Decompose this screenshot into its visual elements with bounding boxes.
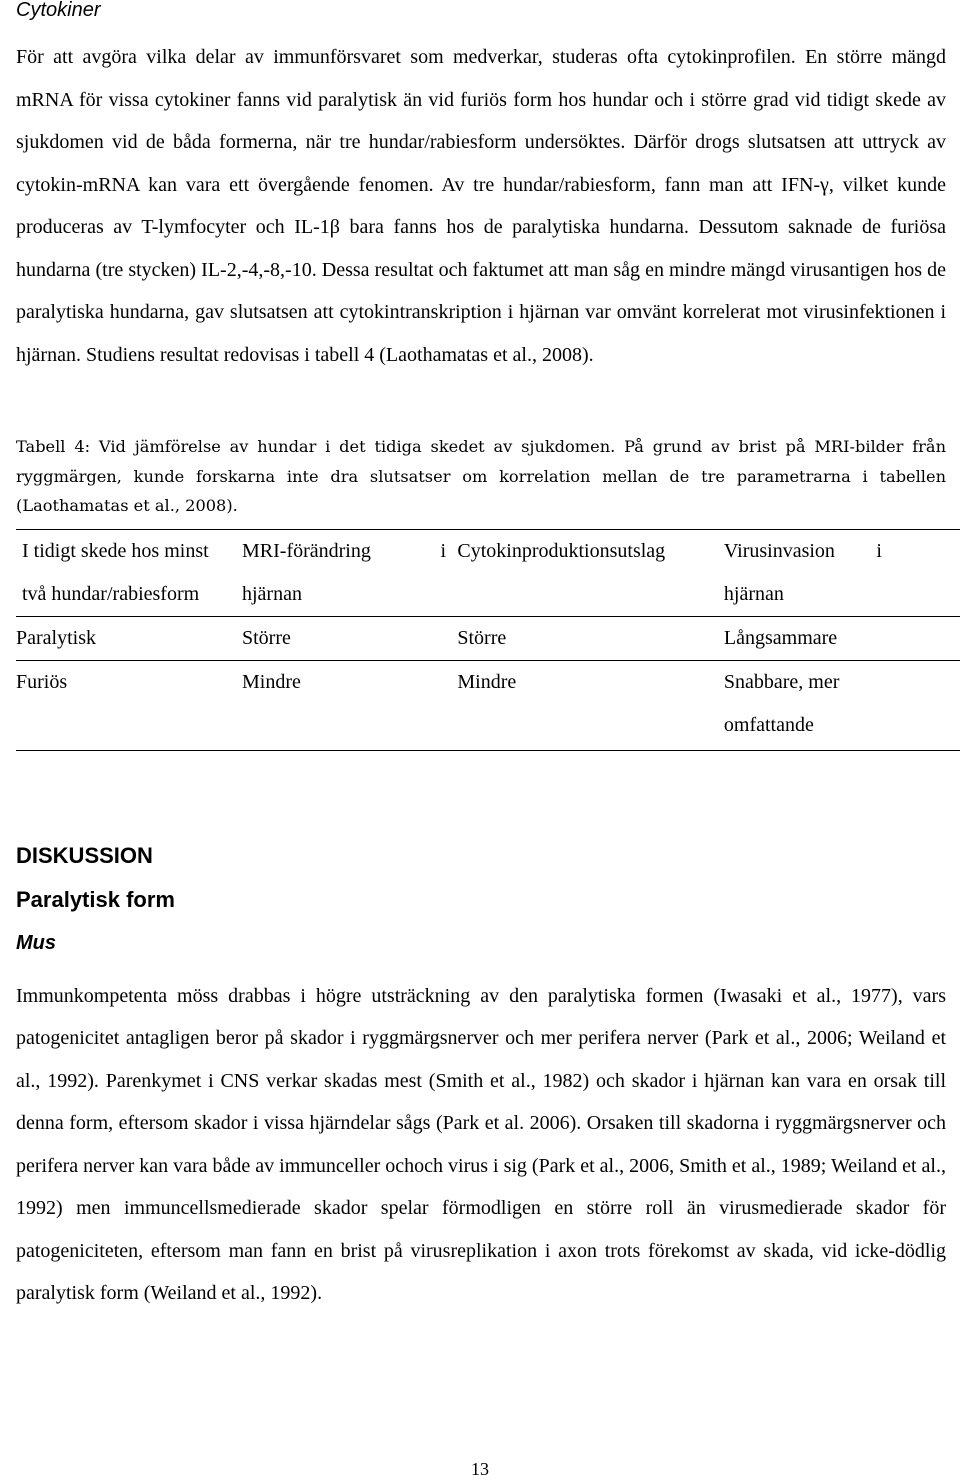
cell-form: Paralytisk [16,616,242,660]
document-page [16,0,946,1315]
header-cell-mri [242,529,457,616]
page-number: 13 [471,1459,489,1479]
discussion-heading: DISKUSSION [16,842,153,868]
discussion-paragraph: Immunkompetenta möss drabbas i högre utsträckning av den paralytiska formen (Iwasaki et al., 1977), vars patogenicitet antagligen beror på skador i ryggmärgsnerver och mer perifera nerver (Park et al., 2006; Weiland et al., 1992). Parenkymet i CNS verkar skadas mest (Smith et al., 1982) och skador i hjärnan kan vara en orsak till denna form, eftersom skador i vissa hjärndelar sågs (Park et al. 2006). Orsaken till skadorna i ryggmärgsnerver och perifera nerver kan vara både av immunceller ochoch virus i sig (Park et al., 2006, Smith et al., 1989; Weiland et al., 1992) men immuncellsmedierade skador spelar förmodligen en större roll än virusmedierade skador för patogeniciteten, eftersom man fann en brist på virusreplikation i axon trots förekomst av skada, vid icke-dödlig paralytisk form (Weiland et al., 1992). [16,984,946,1304]
header-mri-text-cont: hjärnan [242,582,302,605]
header-cell-cytokine [457,529,724,616]
header-stage-text: I tidigt skede hos minst två hundar/rabiesform [22,539,209,605]
header-virus-text: Virusinvasion [723,539,835,562]
cell-virus: Långsammare [724,616,960,660]
table-row [16,616,960,660]
cytokine-paragraph: För att avgöra vilka delar av immunförsvaret som medverkar, studeras ofta cytokinprofilen. En större mängd mRNA för vissa cytokiner fanns vid paralytisk än vid furiös form hos hundar och i större grad vid tidigt skede av sjukdomen vid de båda formerna, när tre hundar/rabiesform undersöktes. Därför drogs slutsatsen att uttryck av cytokin-mRNA kan vara ett övergående fenomen. Av tre hundar/rabiesform, fann man att IFN-γ, vilket kunde produceras av T-lymfocyter och IL-1β bara fanns hos de paralytiska hundarna. Dessutom saknade de furiösa hundarna (tre stycken) IL-2,-4,-8,-10. Dessa resultat och faktumet att man såg en mindre mängd virusantigen hos de paralytiska hundarna, gav slutsatsen att cytokintranskription i hjärnan var omvänt korrelerat mot virusinfektionen i hjärnan. Studiens resultat redovisas i tabell 4 (Laothamatas et al., 2008). [16,46,946,366]
header-cell-virus [724,529,960,616]
cell-mri: Mindre [242,660,457,750]
cell-cytokine: Större [457,616,724,660]
cell-form: Furiös [16,660,242,750]
header-mri-preposition: i [440,539,446,562]
header-cell-stage [16,529,242,616]
header-virus-text-cont: hjärnan [723,582,784,605]
header-cytokine-text: Cytokinproduktionsutslag [457,539,666,562]
subheading-paralytisk-form: Paralytisk form [16,886,175,912]
subsubheading-mus: Mus [16,931,56,954]
section-heading-cytokiner: Cytokiner [16,0,101,21]
table-row [16,660,960,750]
cell-virus: Snabbare, mer omfattande [724,660,960,750]
table-header-row [16,529,960,616]
header-virus-preposition: i [876,539,882,562]
table-caption: Tabell 4: Vid jämförelse av hundar i det tidiga skedet av sjukdomen. På grund av brist på MRI-bilder från ryggmärgen, kunde forskarna inte dra slutsatser om korrelation mellan de tre parametrarna i tabellen (Laothamatas et al., 2008). [16,437,946,515]
cell-mri: Större [242,616,457,660]
cell-cytokine: Mindre [457,660,724,750]
results-table [16,529,960,751]
header-mri-text: MRI-förändring [242,539,371,562]
